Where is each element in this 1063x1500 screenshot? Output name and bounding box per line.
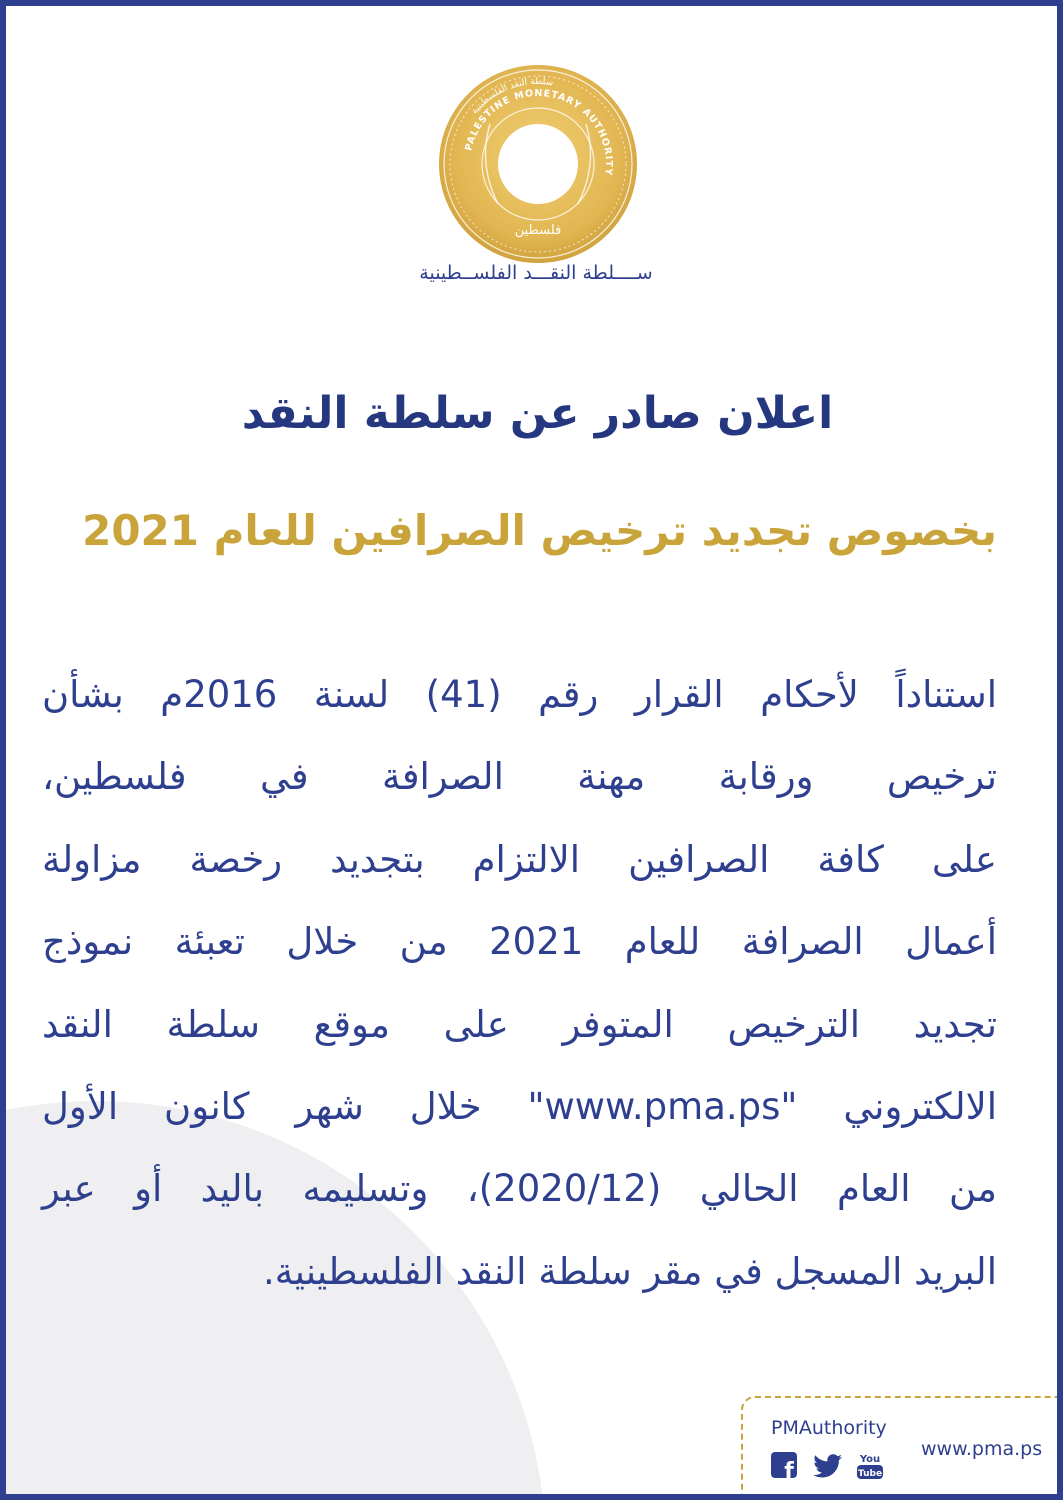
announcement-subtitle: بخصوص تجديد ترخيص الصرافين للعام 2021 <box>82 506 997 555</box>
seal-center-text: فلسطين <box>514 223 562 238</box>
social-handle[interactable]: PMAuthority <box>771 1417 887 1439</box>
twitter-icon[interactable] <box>812 1451 844 1481</box>
facebook-glyph: f <box>784 1459 794 1481</box>
body-line: على كافة الصرافين الالتزام بتجديد رخصة مزاولة <box>42 837 997 881</box>
body-line: الالكتروني "www.pma.ps" خلال شهر كانون الأول <box>42 1084 997 1128</box>
body-line: تجديد الترخيص المتوفر على موقع سلطة النقد <box>42 1002 997 1046</box>
pma-seal-logo <box>438 64 638 264</box>
announcement-title: اعلان صادر عن سلطة النقد <box>241 388 834 439</box>
seal-caption: ســــلطة النقـــد الفلســطينية <box>419 262 653 284</box>
body-line: من العام الحالي (2020/12)، وتسليمه باليد أو عبر <box>42 1167 997 1211</box>
body-line: البريد المسجل في مقر سلطة النقد الفلسطينية. <box>262 1249 997 1293</box>
seal-ring-text: PALESTINE MONETARY AUTHORITY <box>463 87 615 177</box>
announcement-body <box>42 654 997 1313</box>
seal-arabic-ring-text: سلطة النقد الفلسطينية <box>469 76 554 117</box>
website-link[interactable]: www.pma.ps <box>921 1438 1043 1460</box>
body-line: استناداً لأحكام القرار رقم (41) لسنة 2016م بشأن <box>42 673 997 716</box>
youtube-bottom-label: Tube <box>857 1469 883 1479</box>
youtube-top-label: You <box>859 1454 881 1465</box>
facebook-icon[interactable] <box>770 1451 800 1481</box>
body-line: ترخيص ورقابة مهنة الصرافة في فلسطين، <box>42 755 997 799</box>
body-line: أعمال الصرافة للعام 2021 من خلال تعبئة نموذج <box>42 920 997 964</box>
youtube-icon[interactable] <box>855 1451 885 1481</box>
